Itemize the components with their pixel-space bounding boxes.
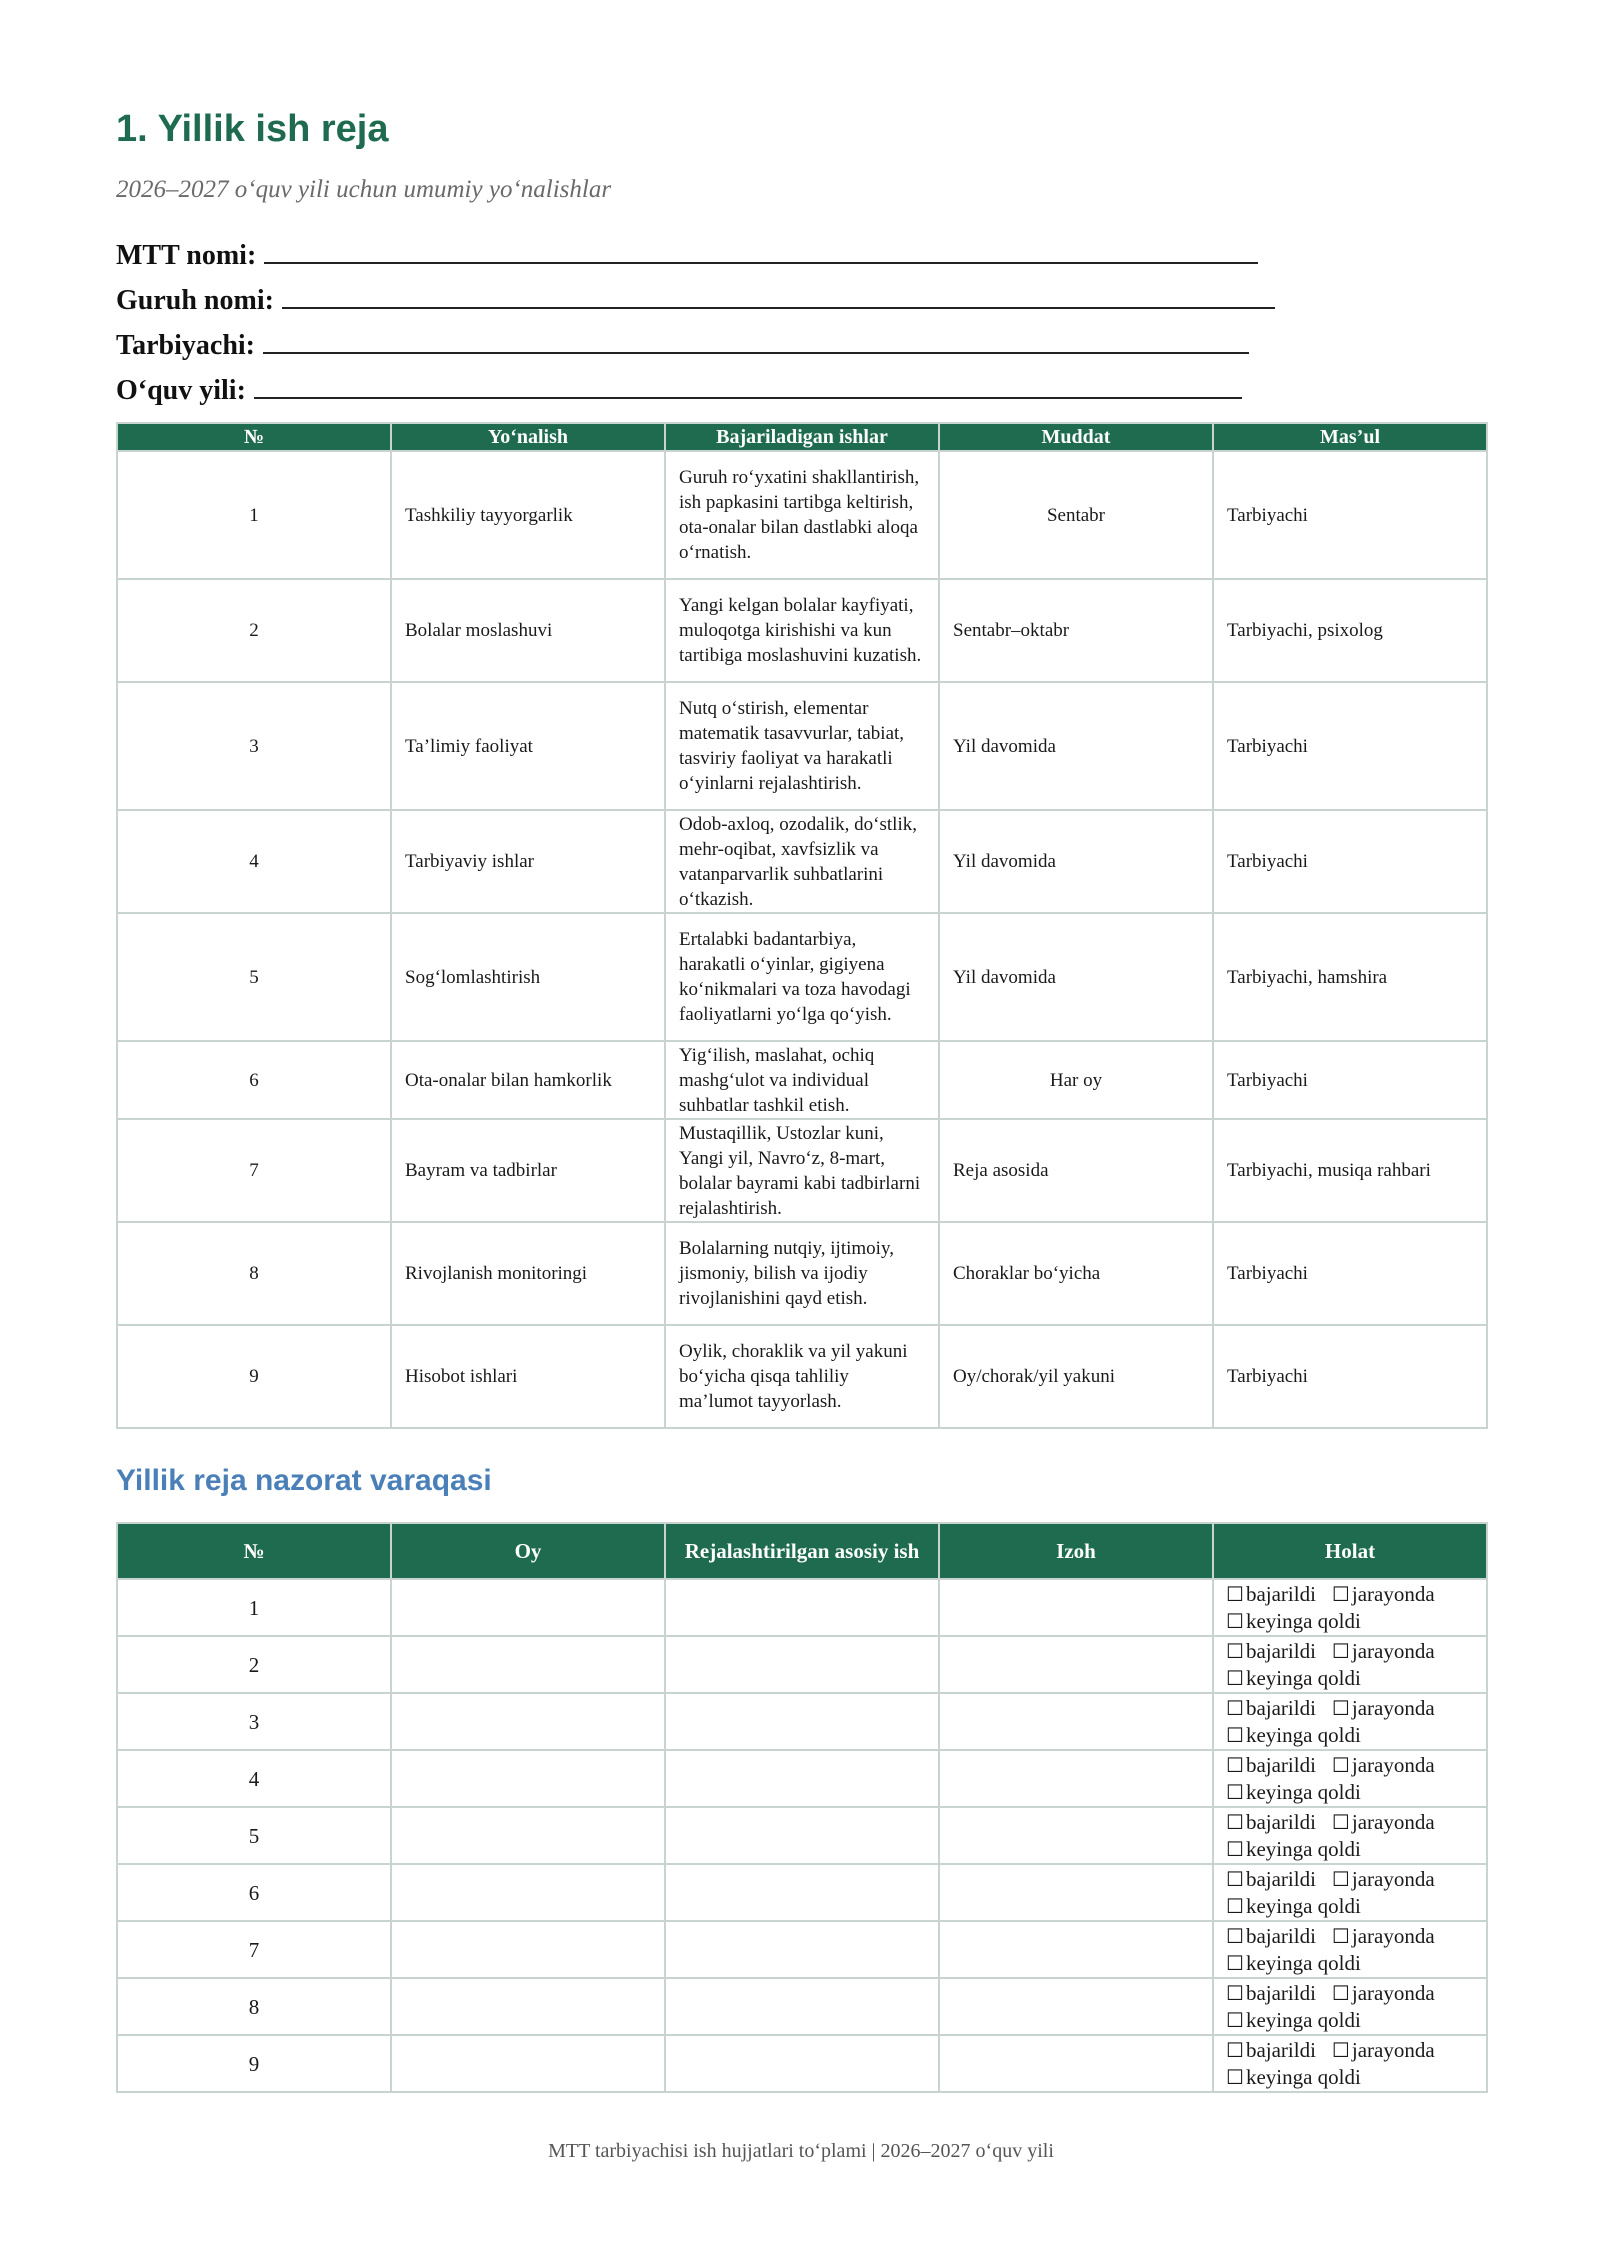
status-option-postponed[interactable] <box>1226 1780 1361 1804</box>
cell-deadline: Sentabr <box>939 451 1213 579</box>
cell-num: 3 <box>117 682 391 810</box>
status-line <box>1226 1722 1474 1749</box>
cell-tasks: Ertalabki badantarbiya, harakatli o‘yinlar, gigiyena ko‘nikmalari va toza havodagi faoliyatlarni yo‘lga qo‘yish. <box>665 913 939 1041</box>
cell-month[interactable] <box>391 1864 665 1921</box>
cell-note[interactable] <box>939 1693 1213 1750</box>
cell-tasks: Nutq o‘stirish, elementar matematik tasavvurlar, tabiat, tasviriy faoliyat va harakatli o‘yinlarni rejalashtirish. <box>665 682 939 810</box>
table-row <box>117 1041 1487 1119</box>
cell-responsible: Tarbiyachi <box>1213 451 1487 579</box>
checkbox-label: jarayonda <box>1351 1638 1435 1663</box>
checkbox-label: bajarildi <box>1245 1923 1316 1948</box>
cell-planned-work[interactable] <box>665 1864 939 1921</box>
annual-plan-table <box>116 422 1488 1429</box>
status-option-done[interactable] <box>1226 1867 1316 1891</box>
table-row <box>117 1864 1487 1921</box>
status-option-in-progress[interactable] <box>1332 2038 1435 2062</box>
checkbox-label: bajarildi <box>1245 1980 1316 2005</box>
table-row <box>117 1921 1487 1978</box>
cell-num: 3 <box>117 1693 391 1750</box>
table-row <box>117 1325 1487 1428</box>
page-footer: MTT tarbiyachisi ish hujjatlari to‘plami | 2026–2027 o‘quv yili <box>548 2140 1054 2162</box>
cell-month[interactable] <box>391 1750 665 1807</box>
checkbox-label: jarayonda <box>1351 1695 1435 1720</box>
cell-responsible: Tarbiyachi, hamshira <box>1213 913 1487 1041</box>
field-teacher <box>116 330 1249 362</box>
cell-tasks: Mustaqillik, Ustozlar kuni, Yangi yil, Navro‘z, 8-mart, bolalar bayrami kabi tadbirlarni rejalashtirish. <box>665 1119 939 1222</box>
cell-num: 2 <box>117 579 391 682</box>
field-school-year <box>116 375 1242 407</box>
checkbox-label: keyinga qoldi <box>1245 1950 1361 1975</box>
table-row <box>117 913 1487 1041</box>
checkbox-icon[interactable]: ☐ <box>1226 1952 1244 1975</box>
cell-direction: Tashkiliy tayyorgarlik <box>391 451 665 579</box>
checkbox-icon[interactable]: ☐ <box>1331 1982 1350 2005</box>
cell-num: 9 <box>117 1325 391 1428</box>
cell-status <box>1213 1693 1487 1750</box>
checkbox-icon[interactable]: ☐ <box>1331 2039 1350 2062</box>
status-option-postponed[interactable] <box>1226 1723 1361 1747</box>
cell-num: 4 <box>117 810 391 913</box>
checkbox-label: jarayonda <box>1351 1866 1435 1891</box>
status-option-postponed[interactable] <box>1226 1894 1361 1918</box>
header-num: № <box>117 423 391 451</box>
field-label: MTT nomi: <box>116 240 257 271</box>
cell-num: 7 <box>117 1921 391 1978</box>
cell-note[interactable] <box>939 1636 1213 1693</box>
checkbox-icon[interactable]: ☐ <box>1226 1868 1244 1891</box>
cell-direction: Ota-onalar bilan hamkorlik <box>391 1041 665 1119</box>
cell-direction: Hisobot ishlari <box>391 1325 665 1428</box>
control-table-body <box>117 1579 1487 2092</box>
checkbox-label: bajarildi <box>1245 1581 1316 1606</box>
table-row <box>117 682 1487 810</box>
status-option-postponed[interactable] <box>1226 1609 1361 1633</box>
status-option-in-progress[interactable] <box>1332 1981 1435 2005</box>
cell-deadline: Oy/chorak/yil yakuni <box>939 1325 1213 1428</box>
cell-tasks: Yig‘ilish, maslahat, ochiq mashg‘ulot va individual suhbatlar tashkil etish. <box>665 1041 939 1119</box>
checkbox-label: bajarildi <box>1245 1809 1316 1834</box>
status-option-done[interactable] <box>1226 1810 1316 1834</box>
cell-planned-work[interactable] <box>665 1579 939 1636</box>
status-line <box>1226 2064 1474 2091</box>
checkbox-icon[interactable]: ☐ <box>1226 1640 1244 1663</box>
cell-status <box>1213 1750 1487 1807</box>
table-row <box>117 1636 1487 1693</box>
checkbox-label: bajarildi <box>1245 1638 1316 1663</box>
cell-direction: Rivojlanish monitoringi <box>391 1222 665 1325</box>
status-option-postponed[interactable] <box>1226 1951 1361 1975</box>
cell-month[interactable] <box>391 1579 665 1636</box>
checkbox-icon[interactable]: ☐ <box>1331 1811 1350 1834</box>
status-line <box>1226 1608 1474 1635</box>
checkbox-icon[interactable]: ☐ <box>1331 1697 1350 1720</box>
checkbox-label: bajarildi <box>1245 2037 1316 2062</box>
checkbox-icon[interactable]: ☐ <box>1226 1895 1244 1918</box>
checkbox-icon[interactable]: ☐ <box>1226 2039 1244 2062</box>
table-header-row <box>117 1523 1487 1579</box>
cell-tasks: Oylik, choraklik va yil yakuni bo‘yicha qisqa tahliliy ma’lumot tayyorlash. <box>665 1325 939 1428</box>
cell-month[interactable] <box>391 1978 665 2035</box>
cell-responsible: Tarbiyachi <box>1213 1222 1487 1325</box>
checkbox-label: keyinga qoldi <box>1245 1779 1361 1804</box>
cell-num: 6 <box>117 1864 391 1921</box>
cell-responsible: Tarbiyachi <box>1213 1041 1487 1119</box>
cell-month[interactable] <box>391 1636 665 1693</box>
cell-note[interactable] <box>939 1978 1213 2035</box>
checkbox-icon[interactable]: ☐ <box>1331 1925 1350 1948</box>
checkbox-icon[interactable]: ☐ <box>1226 2066 1244 2089</box>
cell-status <box>1213 2035 1487 2092</box>
checkbox-label: keyinga qoldi <box>1245 1722 1361 1747</box>
cell-direction: Ta’limiy faoliyat <box>391 682 665 810</box>
cell-num: 4 <box>117 1750 391 1807</box>
checkbox-icon[interactable]: ☐ <box>1331 1868 1350 1891</box>
cell-num: 7 <box>117 1119 391 1222</box>
cell-num: 6 <box>117 1041 391 1119</box>
checkbox-icon[interactable]: ☐ <box>1226 1781 1244 1804</box>
checkbox-label: keyinga qoldi <box>1245 1836 1361 1861</box>
cell-month[interactable] <box>391 2035 665 2092</box>
status-option-in-progress[interactable] <box>1332 1639 1435 1663</box>
cell-month[interactable] <box>391 1807 665 1864</box>
table-row <box>117 810 1487 913</box>
cell-num: 8 <box>117 1222 391 1325</box>
cell-status <box>1213 1579 1487 1636</box>
field-blank-line <box>254 375 1242 399</box>
table-row <box>117 1807 1487 1864</box>
cell-planned-work[interactable] <box>665 1978 939 2035</box>
table-row <box>117 1750 1487 1807</box>
cell-num: 5 <box>117 1807 391 1864</box>
field-blank-line <box>264 240 1258 264</box>
header-responsible: Mas’ul <box>1213 423 1487 451</box>
status-line <box>1226 1980 1474 2007</box>
status-line <box>1226 1779 1474 1806</box>
cell-planned-work[interactable] <box>665 1921 939 1978</box>
field-label: Tarbiyachi: <box>116 330 255 361</box>
cell-num: 2 <box>117 1636 391 1693</box>
cell-num: 1 <box>117 1579 391 1636</box>
cell-tasks: Guruh ro‘yxatini shakllantirish, ish papkasini tartibga keltirish, ota-onalar bilan dastlabki aloqa o‘rnatish. <box>665 451 939 579</box>
cell-month[interactable] <box>391 1921 665 1978</box>
checkbox-label: jarayonda <box>1351 1980 1435 2005</box>
header-direction: Yo‘nalish <box>391 423 665 451</box>
checkbox-label: keyinga qoldi <box>1245 1665 1361 1690</box>
status-option-in-progress[interactable] <box>1332 1696 1435 1720</box>
checkbox-icon[interactable]: ☐ <box>1226 1667 1244 1690</box>
status-option-done[interactable] <box>1226 1639 1316 1663</box>
status-line <box>1226 1809 1474 1836</box>
field-mtt-name <box>116 240 1258 272</box>
cell-status <box>1213 1864 1487 1921</box>
cell-note[interactable] <box>939 2035 1213 2092</box>
cell-status <box>1213 1978 1487 2035</box>
status-option-done[interactable] <box>1226 1924 1316 1948</box>
cell-deadline: Sentabr–oktabr <box>939 579 1213 682</box>
cell-status <box>1213 1807 1487 1864</box>
cell-deadline: Choraklar bo‘yicha <box>939 1222 1213 1325</box>
status-option-postponed[interactable] <box>1226 1837 1361 1861</box>
cell-note[interactable] <box>939 1750 1213 1807</box>
status-option-done[interactable] <box>1226 2038 1316 2062</box>
cell-deadline: Yil davomida <box>939 810 1213 913</box>
cell-responsible: Tarbiyachi, musiqa rahbari <box>1213 1119 1487 1222</box>
cell-status <box>1213 1636 1487 1693</box>
checkbox-label: bajarildi <box>1245 1695 1316 1720</box>
field-group-name <box>116 285 1275 317</box>
cell-num: 9 <box>117 2035 391 2092</box>
checkbox-icon[interactable]: ☐ <box>1226 1838 1244 1861</box>
cell-note[interactable] <box>939 1921 1213 1978</box>
cell-num: 8 <box>117 1978 391 2035</box>
table-row <box>117 2035 1487 2092</box>
cell-status <box>1213 1921 1487 1978</box>
checkbox-label: keyinga qoldi <box>1245 1608 1361 1633</box>
cell-tasks: Odob-axloq, ozodalik, do‘stlik, mehr-oqibat, xavfsizlik va vatanparvarlik suhbatlarini o‘tkazish. <box>665 810 939 913</box>
status-line <box>1226 2007 1474 2034</box>
checkbox-icon[interactable]: ☐ <box>1226 1925 1244 1948</box>
header-deadline: Muddat <box>939 423 1213 451</box>
checkbox-icon[interactable]: ☐ <box>1331 1583 1350 1606</box>
status-option-postponed[interactable] <box>1226 2065 1361 2089</box>
checkbox-icon[interactable]: ☐ <box>1226 1811 1244 1834</box>
cell-direction: Bolalar moslashuvi <box>391 579 665 682</box>
status-line <box>1226 1695 1474 1722</box>
cell-responsible: Tarbiyachi <box>1213 682 1487 810</box>
checkbox-icon[interactable]: ☐ <box>1226 1982 1244 2005</box>
table-header-row <box>117 423 1487 451</box>
checkbox-icon[interactable]: ☐ <box>1226 1697 1244 1720</box>
status-option-in-progress[interactable] <box>1332 1810 1435 1834</box>
table-row <box>117 1119 1487 1222</box>
status-option-done[interactable] <box>1226 1582 1316 1606</box>
status-option-in-progress[interactable] <box>1332 1582 1435 1606</box>
status-line <box>1226 1665 1474 1692</box>
status-option-in-progress[interactable] <box>1332 1924 1435 1948</box>
status-option-postponed[interactable] <box>1226 1666 1361 1690</box>
status-line <box>1226 2037 1474 2064</box>
checkbox-icon[interactable]: ☐ <box>1331 1754 1350 1777</box>
cell-num: 5 <box>117 913 391 1041</box>
header-note: Izoh <box>939 1523 1213 1579</box>
cell-num: 1 <box>117 451 391 579</box>
cell-planned-work[interactable] <box>665 1807 939 1864</box>
table-row <box>117 451 1487 579</box>
cell-planned-work[interactable] <box>665 1693 939 1750</box>
status-line <box>1226 1581 1474 1608</box>
status-option-done[interactable] <box>1226 1696 1316 1720</box>
cell-responsible: Tarbiyachi <box>1213 810 1487 913</box>
cell-deadline: Reja asosida <box>939 1119 1213 1222</box>
status-option-done[interactable] <box>1226 1753 1316 1777</box>
status-line <box>1226 1836 1474 1863</box>
table-row <box>117 1693 1487 1750</box>
table-row <box>117 1978 1487 2035</box>
checkbox-icon[interactable]: ☐ <box>1226 1724 1244 1747</box>
cell-note[interactable] <box>939 1807 1213 1864</box>
cell-direction: Bayram va tadbirlar <box>391 1119 665 1222</box>
cell-note[interactable] <box>939 1579 1213 1636</box>
cell-note[interactable] <box>939 1864 1213 1921</box>
cell-responsible: Tarbiyachi, psixolog <box>1213 579 1487 682</box>
status-line <box>1226 1950 1474 1977</box>
cell-deadline: Har oy <box>939 1041 1213 1119</box>
status-line <box>1226 1638 1474 1665</box>
status-option-in-progress[interactable] <box>1332 1753 1435 1777</box>
status-line <box>1226 1866 1474 1893</box>
field-blank-line <box>263 330 1249 354</box>
cell-planned-work[interactable] <box>665 2035 939 2092</box>
section-heading: Yillik reja nazorat varaqasi <box>116 1464 492 1497</box>
header-status: Holat <box>1213 1523 1487 1579</box>
cell-tasks: Bolalarning nutqiy, ijtimoiy, jismoniy, bilish va ijodiy rivojlanishini qayd etish. <box>665 1222 939 1325</box>
cell-direction: Sog‘lomlashtirish <box>391 913 665 1041</box>
field-label: Guruh nomi: <box>116 285 274 316</box>
header-month: Oy <box>391 1523 665 1579</box>
checkbox-icon[interactable]: ☐ <box>1226 1583 1244 1606</box>
checkbox-icon[interactable]: ☐ <box>1331 1640 1350 1663</box>
cell-direction: Tarbiyaviy ishlar <box>391 810 665 913</box>
cell-deadline: Yil davomida <box>939 682 1213 810</box>
checkbox-label: jarayonda <box>1351 1923 1435 1948</box>
field-blank-line <box>282 285 1275 309</box>
status-option-done[interactable] <box>1226 1981 1316 2005</box>
field-label: O‘quv yili: <box>116 375 246 406</box>
checkbox-label: jarayonda <box>1351 1809 1435 1834</box>
cell-planned-work[interactable] <box>665 1750 939 1807</box>
checkbox-label: bajarildi <box>1245 1866 1316 1891</box>
page-subtitle: 2026–2027 o‘quv yili uchun umumiy yo‘nalishlar <box>116 176 612 203</box>
checkbox-label: keyinga qoldi <box>1245 2007 1361 2032</box>
checkbox-icon[interactable]: ☐ <box>1226 1610 1244 1633</box>
status-line <box>1226 1893 1474 1920</box>
cell-deadline: Yil davomida <box>939 913 1213 1041</box>
cell-month[interactable] <box>391 1693 665 1750</box>
checkbox-icon[interactable]: ☐ <box>1226 1754 1244 1777</box>
checkbox-label: jarayonda <box>1351 2037 1435 2062</box>
header-num: № <box>117 1523 391 1579</box>
table-row <box>117 1579 1487 1636</box>
cell-planned-work[interactable] <box>665 1636 939 1693</box>
cell-responsible: Tarbiyachi <box>1213 1325 1487 1428</box>
checkbox-icon[interactable]: ☐ <box>1226 2009 1244 2032</box>
checkbox-label: jarayonda <box>1351 1581 1435 1606</box>
page-title: 1. Yillik ish reja <box>116 108 389 150</box>
checkbox-label: bajarildi <box>1245 1752 1316 1777</box>
header-planned-work: Rejalashtirilgan asosiy ish <box>665 1523 939 1579</box>
control-sheet-table <box>116 1522 1488 2093</box>
status-option-postponed[interactable] <box>1226 2008 1361 2032</box>
table-row <box>117 1222 1487 1325</box>
checkbox-label: keyinga qoldi <box>1245 2064 1361 2089</box>
checkbox-label: keyinga qoldi <box>1245 1893 1361 1918</box>
status-option-in-progress[interactable] <box>1332 1867 1435 1891</box>
checkbox-label: jarayonda <box>1351 1752 1435 1777</box>
table-row <box>117 579 1487 682</box>
header-tasks: Bajariladigan ishlar <box>665 423 939 451</box>
status-line <box>1226 1923 1474 1950</box>
status-line <box>1226 1752 1474 1779</box>
cell-tasks: Yangi kelgan bolalar kayfiyati, muloqotga kirishishi va kun tartibiga moslashuvini kuzatish. <box>665 579 939 682</box>
